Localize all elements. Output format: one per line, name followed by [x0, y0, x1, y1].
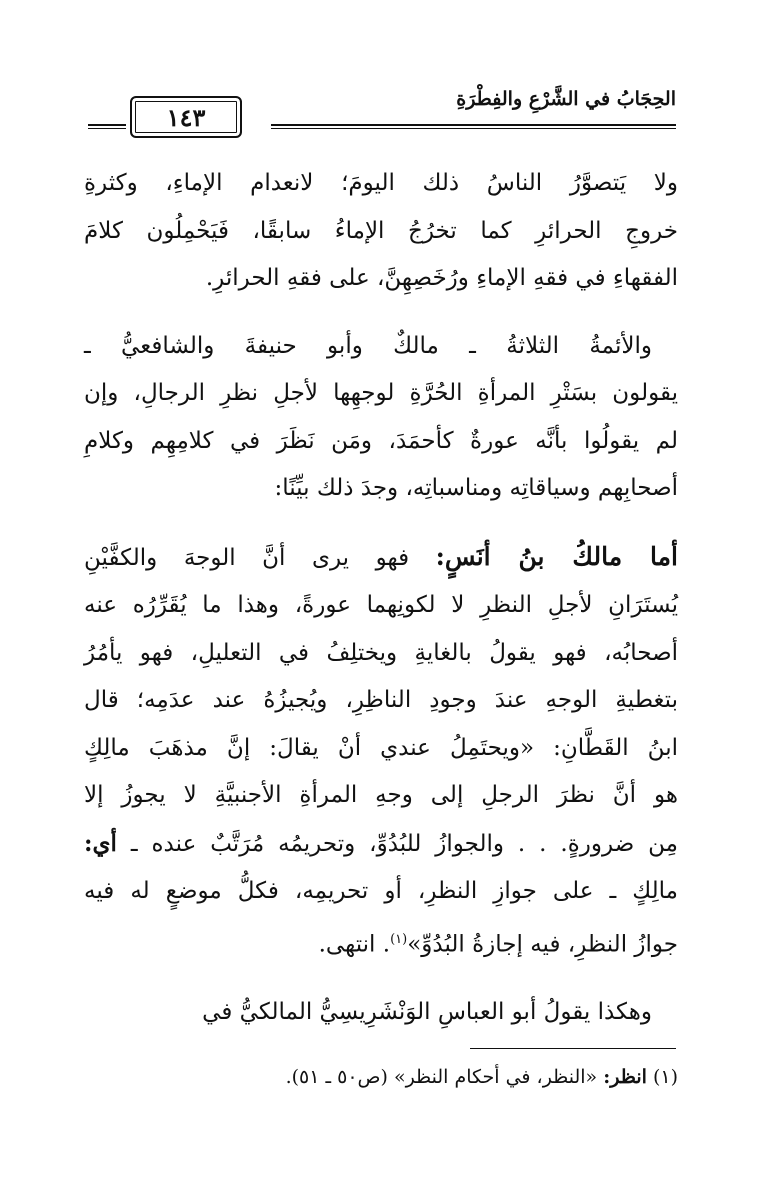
text-line: يقولون بسَتْرِ المرأةِ الحُرَّةِ لوجهِها لأجلِ نظرِ الرجالِ، وإن: [84, 380, 678, 406]
main-text: [84, 160, 678, 1036]
text-line: بتغطيةِ الوجهِ عندَ وجودِ الناظِرِ، ويُجيزُهُ عند عدَمِه؛ قال: [84, 687, 678, 713]
section-lead: أما مالكُ بنُ أنَسٍ:: [435, 541, 679, 571]
inline-bold: أي:: [84, 829, 117, 857]
header-rule-thin: [271, 128, 676, 129]
header-rule-left: [88, 124, 126, 126]
text-line: مِن ضرورةٍ. . . والجوازُ للبُدُوِّ، وتحريمُه مُرَتَّبٌ عنده ـ أي:: [84, 829, 678, 857]
text-line: جوازُ النظرِ، فيه إجازةُ البُدُوِّ»$^{(١)}$. انتهى.: [318, 931, 678, 958]
text-line: أما مالكُ بنُ أنَسٍ: فهو يرى أنَّ الوجهَ والكفَّيْنِ: [84, 541, 679, 571]
running-title: الحِجَابُ في الشَّرْعِ والفِطْرَةِ: [456, 88, 676, 110]
text-line: والأئمةُ الثلاثةُ ـ مالكٌ وأبو حنيفةَ والشافعيُّ ـ: [84, 332, 652, 359]
header-rule-left-thin: [88, 128, 126, 129]
footnote-separator: [470, 1048, 676, 1049]
text-line: ولا يَتصوَّرُ الناسُ ذلك اليومَ؛ لانعدام الإماءِ، وكثرةِ: [84, 170, 678, 196]
footnote-marker: (١): [390, 931, 408, 947]
page-header: [88, 84, 676, 148]
text-line: مالِكٍ ـ على جوازِ النظرِ، أو تحريمِه، فكلُّ موضعٍ له فيه: [84, 878, 678, 904]
text-line: خروجِ الحرائرِ كما تخرُجُ الإماءُ سابقًا، فَيَحْمِلُون كلامَ: [84, 217, 678, 244]
text-line: أصحابِهم وسياقاتِه ومناسباتِه، وجدَ ذلك بيِّنًا:: [274, 475, 678, 501]
text-line: الفقهاءِ في فقهِ الإماءِ ورُخَصِهِنَّ، على فقهِ الحرائرِ.: [205, 265, 678, 291]
footnote-text: «النظر، في أحكام النظر» (ص٥٠ ـ ٥١).: [285, 1066, 598, 1088]
footnote: [84, 1062, 678, 1092]
text-line: هو أنَّ نظرَ الرجلِ إلى وجهِ المرأةِ الأجنبيَّةِ لا يجوزُ إلا: [84, 782, 678, 808]
text-line: لم يقولُوا بأنَّه عورةٌ كأحمَدَ، ومَن نَظَرَ في كلامِهِم وكلامِ: [84, 427, 678, 454]
header-rule: [271, 124, 676, 126]
text-line: يُستَرَانِ لأجلِ النظرِ لا لكونِهما عورةً، وهذا ما يُقَرِّرُه عنه: [84, 592, 678, 618]
footnote-number: (١): [652, 1066, 678, 1088]
footnote-label: انظر:: [603, 1066, 647, 1088]
text-line: أصحابُه، فهو يقولُ بالغايةِ ويختلِفُ في التعليلِ، فهو يأمُرُ: [84, 639, 678, 666]
page-number: ١٤٣: [130, 96, 242, 138]
text-line: ابنُ القَطَّانِ: «ويحتَمِلُ عندي أنْ يقالَ: إنَّ مذهَبَ مالِكٍ: [84, 734, 678, 761]
text-line: وهكذا يقولُ أبو العباسِ الوَنْشَرِيسِيُّ المالكيُّ في: [202, 998, 652, 1025]
